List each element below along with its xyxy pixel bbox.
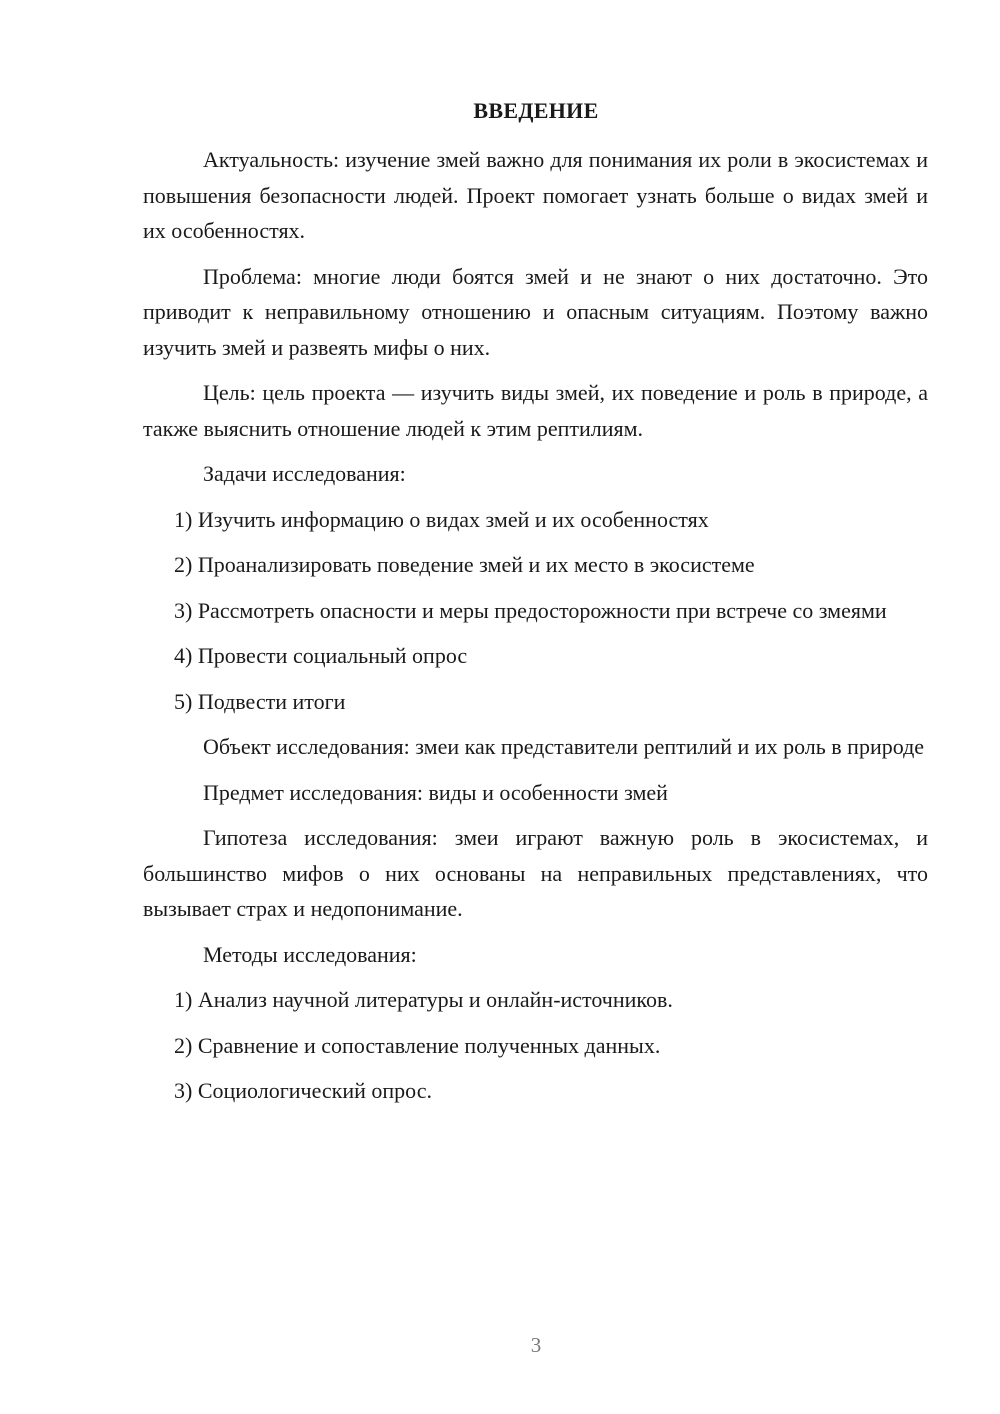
- method-item: 1) Анализ научной литературы и онлайн-источников.: [174, 987, 673, 1012]
- method-item: 2) Сравнение и сопоставление полученных данных.: [174, 1032, 661, 1058]
- section-title: ВВЕДЕНИЕ: [473, 98, 599, 123]
- relevance-paragraph: Актуальность: изучение змей важно для понимания их роли в экосистемах и повышения безопасности людей. Проект помогает узнать больше о видах змей и их особенностях.: [143, 147, 928, 243]
- task-item: 2) Проанализировать поведение змей и их место в экосистеме: [174, 552, 755, 577]
- tasks-heading: Задачи исследования:: [203, 461, 406, 486]
- hypothesis-paragraph: Гипотеза исследования: змеи играют важную роль в экосистемах, и большинство мифов о них основаны на неправильных представлениях, что вызывает страх и недопонимание.: [143, 825, 928, 921]
- methods-heading: Методы исследования:: [203, 941, 417, 967]
- goal-paragraph: Цель: цель проекта — изучить виды змей, их поведение и роль в природе, а также выяснить отношение людей к этим рептилиям.: [143, 380, 928, 441]
- problem-paragraph: Проблема: многие люди боятся змей и не знают о них достаточно. Это приводит к неправильному отношению и опасным ситуациям. Поэтому важно изучить змей и развеять мифы о них.: [143, 263, 928, 360]
- task-item: 1) Изучить информацию о видах змей и их особенностях: [174, 506, 709, 532]
- task-item: 5) Подвести итоги: [174, 688, 346, 714]
- task-item: 4) Провести социальный опрос: [174, 643, 468, 668]
- method-item: 3) Социологический опрос.: [174, 1078, 432, 1103]
- object-paragraph: Объект исследования: змеи как представители рептилий и их роль в природе: [203, 734, 925, 759]
- page-number: 3: [530, 1333, 542, 1357]
- task-item: 3) Рассмотреть опасности и меры предосторожности при встрече со змеями: [174, 597, 887, 623]
- document-body: [143, 142, 928, 1119]
- subject-paragraph: Предмет исследования: виды и особенности змей: [203, 779, 668, 805]
